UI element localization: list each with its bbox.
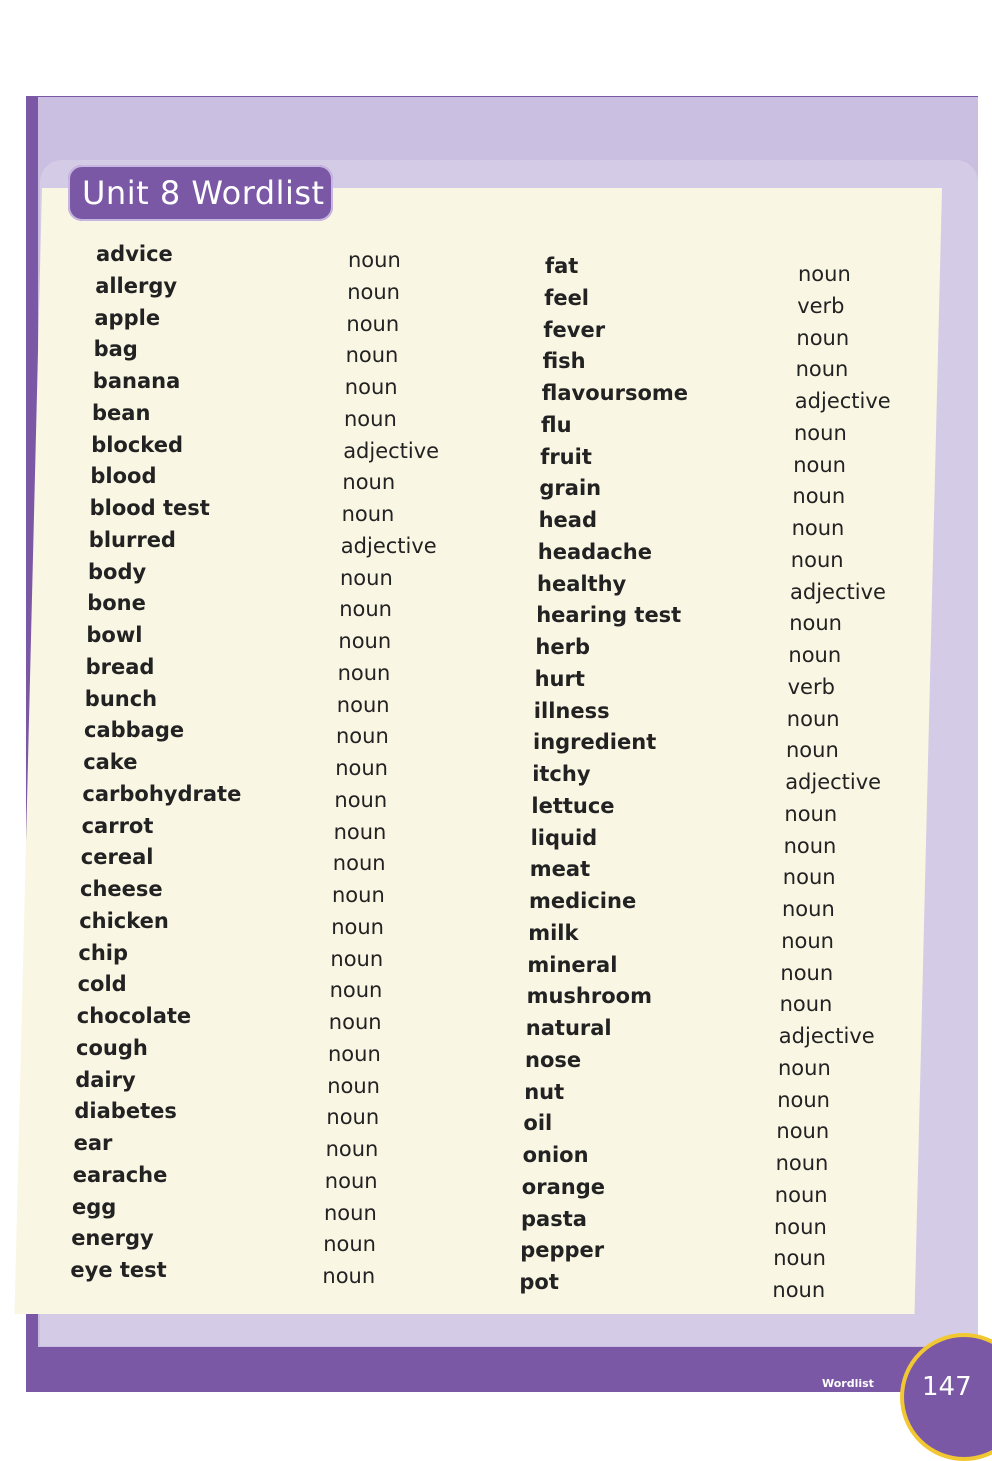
wordlist-word: ear [73,1131,113,1155]
wordlist-word: hurt [534,666,585,691]
wordlist-word: chip [78,940,129,965]
wordlist-part-of-speech: adjective [778,1024,875,1048]
wordlist-word: oil [523,1111,553,1136]
wordlist-word: feel [544,285,590,310]
wordlist-part-of-speech: noun [790,547,844,572]
wordlist-part-of-speech: noun [336,692,390,717]
wordlist-word: bone [87,591,146,616]
wordlist-part-of-speech: noun [778,1055,831,1080]
wordlist-word: pasta [521,1206,587,1231]
wordlist-word: blocked [91,432,183,457]
wordlist-word: blurred [88,527,176,552]
wordlist-word: chocolate [76,1004,192,1028]
wordlist-part-of-speech: noun [332,883,385,907]
wordlist-word: earache [72,1162,168,1187]
wordlist-part-of-speech: noun [324,1200,377,1225]
wordlist-word: herb [535,635,590,659]
wordlist-word: flavoursome [541,381,689,405]
wordlist-part-of-speech: noun [786,706,840,731]
wordlist-part-of-speech: noun [789,611,842,636]
wordlist-part-of-speech: noun [324,1168,378,1193]
wordlist-part-of-speech: noun [326,1105,380,1130]
wordlist-word: blood test [89,496,210,520]
wordlist-part-of-speech: noun [774,1214,827,1239]
wordlist-part-of-speech: noun [788,643,842,667]
wordlist-word: allergy [95,273,178,298]
wordlist-part-of-speech: verb [797,293,845,318]
wordlist-word: meat [529,857,591,882]
wordlist-part-of-speech: noun [795,357,849,382]
wordlist-part-of-speech: noun [328,1041,381,1066]
wordlist-word: chicken [79,908,169,933]
wordlist-part-of-speech: noun [773,1246,826,1271]
wordlist-part-of-speech: noun [328,1010,382,1034]
wordlist-part-of-speech: noun [344,375,398,399]
wordlist-word: hearing test [536,603,682,628]
wordlist-part-of-speech: noun [335,756,388,780]
wordlist-word: orange [521,1174,605,1199]
wordlist-word: liquid [530,825,598,850]
wordlist-word: grain [539,476,602,501]
wordlist-part-of-speech: noun [794,420,847,445]
wordlist-part-of-speech: noun [798,262,851,286]
wordlist-word: blood [90,464,157,489]
wordlist-word: energy [71,1226,154,1251]
wordlist-word: healthy [537,571,627,596]
wordlist-part-of-speech: noun [786,738,839,763]
wordlist-part-of-speech: noun [777,1087,830,1112]
wordlist-part-of-speech: noun [332,851,386,876]
wordlist-word: pepper [520,1238,605,1263]
wordlist-part-of-speech: noun [796,325,850,350]
wordlist-word: natural [525,1016,612,1040]
wordlist-word: cereal [80,845,154,870]
wordlist-word: egg [72,1194,117,1219]
wordlist-word: fever [543,317,606,342]
wordlist-part-of-speech: noun [342,470,396,495]
wordlist-word: fat [545,254,579,278]
wordlist-word: eye test [70,1258,167,1282]
wordlist-word: nose [525,1047,582,1072]
wordlist-word: cabbage [84,718,185,743]
wordlist-word: carrot [81,813,154,838]
wordlist-word: cheese [80,877,163,901]
wordlist-word: bean [92,400,151,425]
wordlist-part-of-speech: noun [338,629,392,653]
wordlist-part-of-speech: noun [783,833,837,858]
wordlist-part-of-speech: noun [780,960,834,985]
wordlist-word: advice [96,242,173,266]
wordlist-part-of-speech: noun [327,1073,380,1098]
wordlist-part-of-speech: noun [772,1278,826,1302]
wordlist-word: ingredient [533,730,657,755]
wordlist-part-of-speech: adjective [794,389,891,413]
wordlist-part-of-speech: noun [782,897,835,921]
wordlist-part-of-speech: noun [330,946,384,971]
wordlist-part-of-speech: noun [340,565,393,590]
wordlist-part-of-speech: noun [791,516,845,540]
wordlist-word: cough [76,1035,148,1060]
wordlist-word: nut [524,1079,565,1104]
wordlist-word: bread [85,654,155,679]
wordlist-part-of-speech: noun [784,801,838,826]
wordlist-word: diabetes [74,1099,177,1124]
wordlist-word: mineral [527,952,618,977]
title-tab [68,165,333,221]
wordlist-word: body [88,559,147,584]
wordlist-part-of-speech: noun [776,1119,830,1144]
wordlist-word: milk [528,920,579,945]
wordlist-part-of-speech: noun [347,279,400,304]
wordlist-part-of-speech: noun [345,343,399,368]
wordlist-word: cold [77,972,127,997]
wordlist-word: dairy [75,1067,136,1092]
wordlist-word: apple [94,305,161,330]
wordlist-part-of-speech: noun [331,914,384,939]
wordlist-part-of-speech: noun [348,248,401,272]
wordlist-word: pot [519,1270,559,1294]
wordlist-part-of-speech: noun [779,992,833,1017]
wordlist-part-of-speech: adjective [340,533,437,558]
wordlist-part-of-speech: noun [336,724,389,749]
wordlist-part-of-speech: noun [346,311,400,336]
wordlist-word: illness [533,698,610,723]
wordlist-word: medicine [529,889,637,913]
wordlist-part-of-speech: noun [792,484,846,509]
wordlist-part-of-speech: noun [775,1151,829,1175]
wordlist-part-of-speech: noun [782,865,836,890]
wordlist-word: fish [542,349,586,374]
wordlist-part-of-speech: adjective [785,770,882,794]
wordlist-part-of-speech: verb [787,674,835,699]
wordlist-part-of-speech: noun [793,452,846,477]
footer-section-label: Wordlist [822,1377,874,1390]
wordlist-part-of-speech: adjective [790,579,886,604]
wordlist-part-of-speech: noun [781,928,834,953]
wordlist-word: lettuce [531,793,615,818]
wordlist-part-of-speech: noun [333,819,387,844]
wordlist-word: banana [92,369,181,393]
wordlist-part-of-speech: noun [341,502,395,526]
wordlist-part-of-speech: noun [334,787,388,812]
wordlist-word: flu [541,412,572,437]
wordlist-word: bunch [84,686,158,711]
wordlist-part-of-speech: noun [323,1232,376,1257]
wordlist-part-of-speech: noun [339,597,392,622]
wordlist-part-of-speech: noun [325,1137,379,1161]
wordlist-word: bowl [86,623,143,647]
wordlist-word: head [538,508,597,532]
wordlist-word: headache [537,539,653,564]
page-title: Unit 8 Wordlist [82,174,325,212]
wordlist-part-of-speech: noun [322,1264,376,1288]
wordlist-word: bag [93,337,138,362]
wordlist-word: onion [522,1143,589,1167]
wordlist-part-of-speech: adjective [343,438,440,463]
wordlist-part-of-speech: noun [337,660,391,685]
wordlist-word: carbohydrate [82,781,242,806]
wordlist-word: mushroom [526,984,652,1009]
wordlist-word: itchy [532,762,591,786]
wordlist-part-of-speech: noun [774,1182,828,1207]
page-number: 147 [922,1372,972,1402]
wordlist-word: cake [83,750,138,774]
wordlist-part-of-speech: noun [344,406,397,431]
wordlist-part-of-speech: noun [329,978,383,1003]
wordlist-word: fruit [540,444,592,469]
